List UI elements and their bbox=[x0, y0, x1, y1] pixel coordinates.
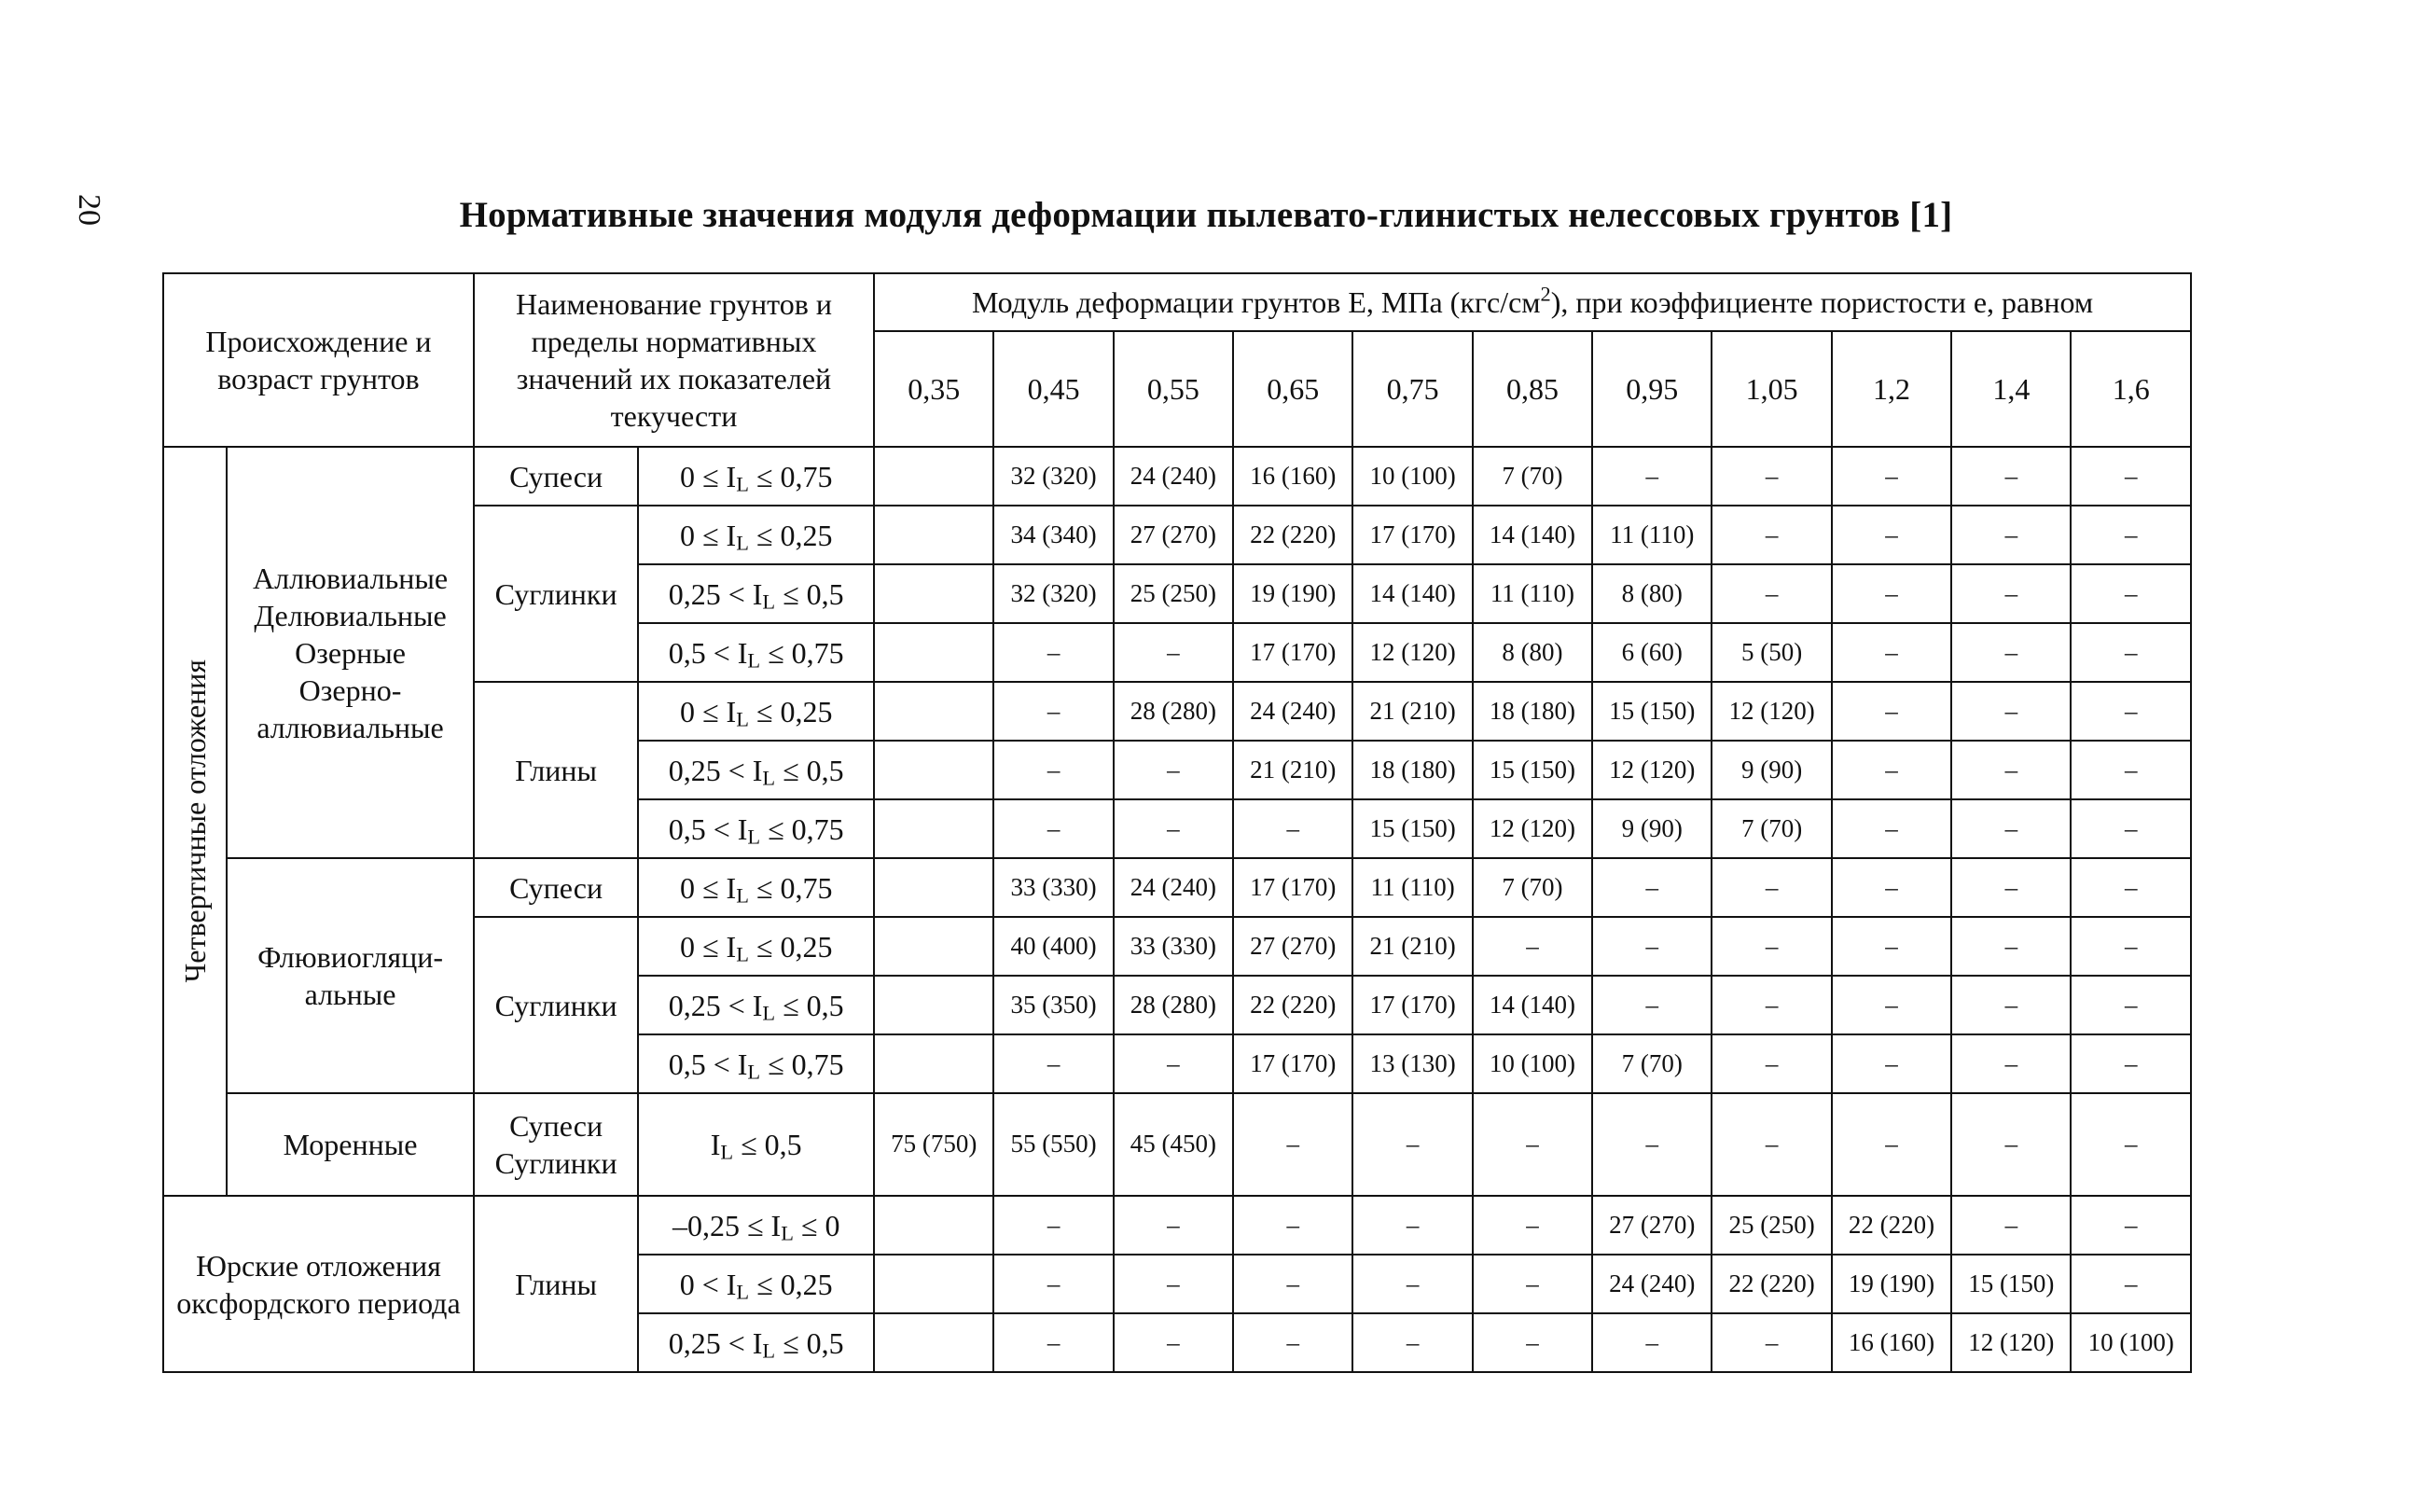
modulus-value-cell: – bbox=[2071, 858, 2191, 917]
origin-label: Озерно-аллювиальные bbox=[256, 673, 444, 744]
liquidity-limit-part: L bbox=[762, 1338, 776, 1362]
modulus-value-cell: 17 (170) bbox=[1233, 858, 1352, 917]
modulus-value-cell: 25 (250) bbox=[1114, 564, 1233, 623]
modulus-value-cell: 7 (70) bbox=[1473, 858, 1592, 917]
modulus-value-cell: – bbox=[1832, 741, 1951, 799]
modulus-value-cell: 18 (180) bbox=[1352, 741, 1472, 799]
modulus-value-cell bbox=[874, 447, 993, 506]
modulus-value-cell: – bbox=[1114, 741, 1233, 799]
modulus-value-cell: – bbox=[993, 1034, 1113, 1093]
modulus-value-cell: 19 (190) bbox=[1233, 564, 1352, 623]
modulus-value-cell: 12 (120) bbox=[1592, 741, 1712, 799]
page-number: 20 bbox=[72, 194, 106, 226]
modulus-value-cell: 24 (240) bbox=[1233, 682, 1352, 741]
quaternary-group-cell bbox=[163, 447, 227, 1196]
liquidity-limit-part: L bbox=[762, 1000, 776, 1024]
porosity-header-cell: 0,65 bbox=[1233, 331, 1352, 447]
modulus-value-cell: – bbox=[1951, 741, 2071, 799]
modulus-value-cell: – bbox=[1712, 447, 1831, 506]
liquidity-limit-part: L bbox=[762, 765, 776, 789]
modulus-value-cell: 12 (120) bbox=[1951, 1313, 2071, 1372]
soil-name-header: Наименование грунтов и пределы нормативных значений их показателей текучести bbox=[474, 273, 874, 447]
modulus-value-cell: 16 (160) bbox=[1233, 447, 1352, 506]
table-row bbox=[163, 1093, 2191, 1196]
modulus-value-cell: – bbox=[1592, 447, 1712, 506]
modulus-value-cell: – bbox=[993, 741, 1113, 799]
modulus-value-cell: – bbox=[1951, 858, 2071, 917]
liquidity-limit-cell bbox=[638, 1313, 874, 1372]
modulus-value-cell: – bbox=[1114, 1034, 1233, 1093]
modulus-value-cell: 45 (450) bbox=[1114, 1093, 1233, 1196]
modulus-value-cell: 27 (270) bbox=[1592, 1196, 1712, 1255]
liquidity-limit-part: ≤ 0,5 bbox=[733, 1128, 802, 1161]
modulus-value-cell: – bbox=[1832, 799, 1951, 858]
soil-name-cell: Глины bbox=[474, 682, 638, 858]
porosity-header-cell: 0,45 bbox=[993, 331, 1113, 447]
modulus-value-cell: – bbox=[1233, 1255, 1352, 1313]
soil-name-cell: Супеси bbox=[474, 858, 638, 917]
liquidity-limit-part: 0,25 < I bbox=[668, 988, 763, 1022]
modulus-value-cell: 11 (110) bbox=[1592, 506, 1712, 564]
modulus-value-cell: – bbox=[1352, 1255, 1472, 1313]
modulus-value-cell bbox=[874, 1034, 993, 1093]
modulus-value-cell: 9 (90) bbox=[1592, 799, 1712, 858]
porosity-header-cell: 1,6 bbox=[2071, 331, 2191, 447]
modulus-value-cell bbox=[874, 1255, 993, 1313]
modulus-value-cell: – bbox=[1712, 1313, 1831, 1372]
modulus-value-cell: – bbox=[1233, 1313, 1352, 1372]
porosity-header-cell: 0,95 bbox=[1592, 331, 1712, 447]
modulus-value-cell: – bbox=[1352, 1093, 1472, 1196]
modulus-value-cell: 75 (750) bbox=[874, 1093, 993, 1196]
porosity-header-cell: 1,2 bbox=[1832, 331, 1951, 447]
modulus-value-cell: – bbox=[1832, 1034, 1951, 1093]
modulus-value-cell: – bbox=[1832, 917, 1951, 976]
modulus-value-cell: 7 (70) bbox=[1473, 447, 1592, 506]
porosity-header-cell: 1,05 bbox=[1712, 331, 1831, 447]
modulus-value-cell: – bbox=[2071, 682, 2191, 741]
liquidity-limit-part: 0,25 < I bbox=[668, 1325, 763, 1360]
modulus-value-cell: – bbox=[2071, 623, 2191, 682]
modulus-value-cell: – bbox=[1473, 917, 1592, 976]
modulus-value-cell: – bbox=[1473, 1196, 1592, 1255]
table-row bbox=[163, 1196, 2191, 1255]
liquidity-limit-part: L bbox=[736, 882, 749, 907]
alluvial-group-cell bbox=[227, 447, 474, 858]
liquidity-limit-part: ≤ 0,5 bbox=[775, 576, 844, 611]
modulus-value-cell: 17 (170) bbox=[1233, 623, 1352, 682]
liquidity-limit-part: L bbox=[736, 706, 749, 730]
modulus-value-cell: – bbox=[1233, 799, 1352, 858]
table-row bbox=[163, 858, 2191, 917]
modulus-value-cell: – bbox=[1114, 1196, 1233, 1255]
modulus-value-cell: – bbox=[1712, 506, 1831, 564]
modulus-value-cell: 10 (100) bbox=[2071, 1313, 2191, 1372]
liquidity-limit-part: L bbox=[762, 589, 776, 613]
modulus-value-cell: – bbox=[2071, 917, 2191, 976]
modulus-value-cell: 28 (280) bbox=[1114, 976, 1233, 1034]
modulus-value-cell: – bbox=[1832, 623, 1951, 682]
liquidity-limit-cell bbox=[638, 506, 874, 564]
modulus-value-cell: 18 (180) bbox=[1473, 682, 1592, 741]
soil-name-cell: Супеси bbox=[474, 447, 638, 506]
modulus-value-cell: – bbox=[2071, 1093, 2191, 1196]
liquidity-limit-part: I bbox=[710, 1128, 721, 1161]
modulus-value-cell: – bbox=[1951, 564, 2071, 623]
modulus-value-cell: – bbox=[2071, 799, 2191, 858]
modulus-value-cell: 14 (140) bbox=[1473, 976, 1592, 1034]
liquidity-limit-part: ≤ 0,75 bbox=[760, 1047, 844, 1081]
liquidity-limit-part: L bbox=[736, 471, 749, 495]
liquidity-limit-part: ≤ 0,25 bbox=[748, 929, 833, 964]
modulus-value-cell: – bbox=[1832, 506, 1951, 564]
liquidity-limit-part: L bbox=[736, 530, 749, 554]
origin-label: Аллювиальные bbox=[253, 561, 449, 595]
modulus-value-cell: – bbox=[1233, 1093, 1352, 1196]
modulus-value-cell: – bbox=[1114, 1255, 1233, 1313]
soil-name-label: Супеси bbox=[509, 1109, 603, 1143]
modulus-value-cell: 17 (170) bbox=[1352, 506, 1472, 564]
modulus-value-cell: – bbox=[1592, 1093, 1712, 1196]
modulus-header-exponent: 2 bbox=[1540, 282, 1551, 306]
modulus-value-cell bbox=[874, 799, 993, 858]
modulus-value-cell: 35 (350) bbox=[993, 976, 1113, 1034]
porosity-header-cell: 0,75 bbox=[1352, 331, 1472, 447]
modulus-value-cell: – bbox=[1712, 564, 1831, 623]
liquidity-limit-cell bbox=[638, 623, 874, 682]
modulus-value-cell bbox=[874, 682, 993, 741]
modulus-value-cell: – bbox=[993, 799, 1113, 858]
modulus-value-cell bbox=[874, 506, 993, 564]
modulus-value-cell: 21 (210) bbox=[1233, 741, 1352, 799]
liquidity-limit-part: 0,25 < I bbox=[668, 753, 763, 787]
liquidity-limit-part: ≤ 0,75 bbox=[748, 459, 833, 493]
liquidity-limit-part: L bbox=[747, 1059, 761, 1083]
modulus-value-cell: – bbox=[1832, 976, 1951, 1034]
modulus-value-cell bbox=[874, 858, 993, 917]
modulus-value-cell: 12 (120) bbox=[1712, 682, 1831, 741]
liquidity-limit-part: ≤ 0,75 bbox=[760, 635, 844, 670]
modulus-value-cell: – bbox=[1592, 976, 1712, 1034]
modulus-value-cell: 32 (320) bbox=[993, 447, 1113, 506]
liquidity-limit-cell bbox=[638, 1034, 874, 1093]
modulus-value-cell bbox=[874, 917, 993, 976]
modulus-value-cell bbox=[874, 1196, 993, 1255]
liquidity-limit-cell bbox=[638, 682, 874, 741]
modulus-value-cell: 8 (80) bbox=[1592, 564, 1712, 623]
modulus-value-cell: – bbox=[2071, 976, 2191, 1034]
liquidity-limit-part: 0,25 < I bbox=[668, 576, 763, 611]
liquidity-limit-cell bbox=[638, 858, 874, 917]
modulus-value-cell: – bbox=[1832, 564, 1951, 623]
liquidity-limit-part: ≤ 0,75 bbox=[748, 870, 833, 905]
liquidity-limit-part: L bbox=[747, 647, 761, 672]
fluvioglacial-group-cell: Флювиогляци-альные bbox=[227, 858, 474, 1093]
modulus-value-cell bbox=[874, 1313, 993, 1372]
modulus-value-cell: – bbox=[1951, 976, 2071, 1034]
liquidity-limit-cell bbox=[638, 976, 874, 1034]
modulus-value-cell: – bbox=[993, 1313, 1113, 1372]
liquidity-limit-part: L bbox=[736, 1279, 750, 1303]
soil-name-cell bbox=[474, 1093, 638, 1196]
quaternary-group-label: Четвертичные отложения bbox=[178, 659, 213, 983]
modulus-value-cell: – bbox=[1114, 1313, 1233, 1372]
modulus-value-cell: 5 (50) bbox=[1712, 623, 1831, 682]
modulus-value-cell: – bbox=[993, 682, 1113, 741]
origin-header: Происхождение и возраст грунтов bbox=[163, 273, 474, 447]
modulus-value-cell: 22 (220) bbox=[1233, 506, 1352, 564]
liquidity-limit-part: 0,5 < I bbox=[668, 635, 748, 670]
liquidity-limit-cell bbox=[638, 741, 874, 799]
modulus-value-cell: – bbox=[1712, 1093, 1831, 1196]
modulus-value-cell: – bbox=[2071, 1255, 2191, 1313]
liquidity-limit-part: L bbox=[736, 941, 749, 965]
modulus-value-cell: – bbox=[1114, 623, 1233, 682]
modulus-value-cell: – bbox=[1114, 799, 1233, 858]
modulus-value-cell: 11 (110) bbox=[1352, 858, 1472, 917]
modulus-value-cell: 15 (150) bbox=[1951, 1255, 2071, 1313]
modulus-value-cell bbox=[874, 564, 993, 623]
modulus-value-cell: 55 (550) bbox=[993, 1093, 1113, 1196]
liquidity-limit-part: L bbox=[747, 824, 761, 848]
table-row bbox=[163, 447, 2191, 506]
modulus-value-cell: 34 (340) bbox=[993, 506, 1113, 564]
porosity-header-cell: 0,55 bbox=[1114, 331, 1233, 447]
modulus-value-cell: 33 (330) bbox=[1114, 917, 1233, 976]
modulus-value-cell: – bbox=[1592, 1313, 1712, 1372]
table-title: Нормативные значения модуля деформации пылевато-глинистых нелессовых грунтов [1] bbox=[459, 195, 1953, 235]
liquidity-limit-part: ≤ 0,25 bbox=[748, 694, 833, 728]
soil-name-cell: Глины bbox=[474, 1196, 638, 1372]
liquidity-limit-cell bbox=[638, 1196, 874, 1255]
modulus-value-cell bbox=[874, 976, 993, 1034]
liquidity-limit-part: ≤ 0 bbox=[793, 1208, 840, 1242]
modulus-value-cell: 25 (250) bbox=[1712, 1196, 1831, 1255]
modulus-header-text: Модуль деформации грунтов E, МПа (кгс/см bbox=[971, 285, 1541, 319]
modulus-value-cell: 32 (320) bbox=[993, 564, 1113, 623]
modulus-value-cell: – bbox=[1473, 1255, 1592, 1313]
liquidity-limit-part: 0 ≤ I bbox=[679, 459, 737, 493]
liquidity-limit-part: ≤ 0,5 bbox=[775, 1325, 844, 1360]
soil-name-cell: Суглинки bbox=[474, 917, 638, 1093]
liquidity-limit-part: ≤ 0,25 bbox=[748, 518, 833, 552]
modulus-value-cell: – bbox=[1951, 506, 2071, 564]
modulus-value-cell: 22 (220) bbox=[1832, 1196, 1951, 1255]
modulus-value-cell: – bbox=[1592, 917, 1712, 976]
modulus-value-cell: – bbox=[1712, 917, 1831, 976]
modulus-value-cell: – bbox=[1592, 858, 1712, 917]
liquidity-limit-cell bbox=[638, 917, 874, 976]
modulus-value-cell: – bbox=[1951, 1196, 2071, 1255]
modulus-value-cell: 27 (270) bbox=[1114, 506, 1233, 564]
deformation-modulus-table bbox=[162, 272, 2192, 1373]
modulus-value-cell: – bbox=[1951, 623, 2071, 682]
modulus-value-cell: – bbox=[993, 623, 1113, 682]
modulus-value-cell: 14 (140) bbox=[1352, 564, 1472, 623]
modulus-value-cell: 21 (210) bbox=[1352, 917, 1472, 976]
modulus-value-cell: – bbox=[1832, 682, 1951, 741]
liquidity-limit-part: –0,25 ≤ I bbox=[672, 1208, 782, 1242]
modulus-value-cell: – bbox=[1473, 1313, 1592, 1372]
modulus-value-cell: – bbox=[1951, 682, 2071, 741]
modulus-value-cell: 24 (240) bbox=[1592, 1255, 1712, 1313]
liquidity-limit-cell bbox=[638, 564, 874, 623]
modulus-value-cell: 16 (160) bbox=[1832, 1313, 1951, 1372]
modulus-value-cell: – bbox=[993, 1255, 1113, 1313]
modulus-value-cell: – bbox=[1832, 858, 1951, 917]
liquidity-limit-part: L bbox=[720, 1140, 734, 1164]
modulus-value-cell: 22 (220) bbox=[1233, 976, 1352, 1034]
modulus-value-cell: – bbox=[1352, 1196, 1472, 1255]
liquidity-limit-part: 0 ≤ I bbox=[679, 518, 737, 552]
liquidity-limit-part: ≤ 0,5 bbox=[775, 753, 844, 787]
modulus-value-cell: 13 (130) bbox=[1352, 1034, 1472, 1093]
modulus-value-cell: 27 (270) bbox=[1233, 917, 1352, 976]
porosity-header-cell: 0,85 bbox=[1473, 331, 1592, 447]
moraine-group-cell: Моренные bbox=[227, 1093, 474, 1196]
liquidity-limit-part: L bbox=[781, 1220, 794, 1244]
modulus-value-cell: 17 (170) bbox=[1233, 1034, 1352, 1093]
modulus-value-cell: – bbox=[1832, 447, 1951, 506]
liquidity-limit-part: 0,5 < I bbox=[668, 1047, 748, 1081]
modulus-value-cell: 17 (170) bbox=[1352, 976, 1472, 1034]
modulus-value-cell: 15 (150) bbox=[1473, 741, 1592, 799]
modulus-value-cell: 12 (120) bbox=[1473, 799, 1592, 858]
modulus-value-cell: – bbox=[2071, 1196, 2191, 1255]
soil-name-cell: Суглинки bbox=[474, 506, 638, 682]
modulus-value-cell: – bbox=[1473, 1093, 1592, 1196]
modulus-value-cell: 11 (110) bbox=[1473, 564, 1592, 623]
modulus-value-cell bbox=[874, 623, 993, 682]
modulus-value-cell: – bbox=[1951, 1034, 2071, 1093]
modulus-value-cell: – bbox=[1712, 1034, 1831, 1093]
modulus-header-text-end: ), при коэффициенте пористости e, равном bbox=[1550, 285, 2094, 319]
modulus-value-cell: 7 (70) bbox=[1592, 1034, 1712, 1093]
modulus-value-cell: – bbox=[993, 1196, 1113, 1255]
liquidity-limit-cell bbox=[638, 799, 874, 858]
liquidity-limit-cell bbox=[638, 1255, 874, 1313]
liquidity-limit-part: 0 < I bbox=[679, 1267, 737, 1301]
modulus-value-cell: – bbox=[2071, 741, 2191, 799]
modulus-value-cell: 24 (240) bbox=[1114, 858, 1233, 917]
modulus-value-cell: 15 (150) bbox=[1592, 682, 1712, 741]
liquidity-limit-part: 0,5 < I bbox=[668, 811, 748, 846]
porosity-header-cell: 1,4 bbox=[1951, 331, 2071, 447]
modulus-value-cell: – bbox=[1712, 976, 1831, 1034]
porosity-header-cell: 0,35 bbox=[874, 331, 993, 447]
modulus-value-cell: 8 (80) bbox=[1473, 623, 1592, 682]
origin-label: Озерные bbox=[295, 635, 406, 670]
soil-name-label: Суглинки bbox=[494, 1146, 617, 1180]
modulus-value-cell: – bbox=[1832, 1093, 1951, 1196]
modulus-value-cell: – bbox=[1951, 799, 2071, 858]
modulus-value-cell: 19 (190) bbox=[1832, 1255, 1951, 1313]
modulus-value-cell: – bbox=[2071, 564, 2191, 623]
modulus-value-cell: – bbox=[2071, 506, 2191, 564]
modulus-value-cell: 15 (150) bbox=[1352, 799, 1472, 858]
modulus-value-cell: – bbox=[2071, 1034, 2191, 1093]
liquidity-limit-part: ≤ 0,75 bbox=[760, 811, 844, 846]
modulus-value-cell: 40 (400) bbox=[993, 917, 1113, 976]
modulus-value-cell: 33 (330) bbox=[993, 858, 1113, 917]
modulus-header bbox=[874, 273, 2191, 331]
modulus-value-cell: – bbox=[1352, 1313, 1472, 1372]
modulus-value-cell: – bbox=[1951, 447, 2071, 506]
liquidity-limit-part: 0 ≤ I bbox=[679, 929, 737, 964]
modulus-value-cell bbox=[874, 741, 993, 799]
liquidity-limit-cell bbox=[638, 447, 874, 506]
modulus-value-cell: 24 (240) bbox=[1114, 447, 1233, 506]
liquidity-limit-cell bbox=[638, 1093, 874, 1196]
modulus-value-cell: 7 (70) bbox=[1712, 799, 1831, 858]
modulus-value-cell: 12 (120) bbox=[1352, 623, 1472, 682]
origin-label: Делювиальные bbox=[254, 598, 447, 632]
modulus-value-cell: – bbox=[1712, 858, 1831, 917]
liquidity-limit-part: ≤ 0,25 bbox=[749, 1267, 833, 1301]
modulus-value-cell: 28 (280) bbox=[1114, 682, 1233, 741]
modulus-value-cell: – bbox=[2071, 447, 2191, 506]
modulus-value-cell: – bbox=[1233, 1196, 1352, 1255]
modulus-value-cell: 9 (90) bbox=[1712, 741, 1831, 799]
liquidity-limit-part: 0 ≤ I bbox=[679, 870, 737, 905]
jurassic-group-cell: Юрские отложения оксфордского периода bbox=[163, 1196, 474, 1372]
modulus-value-cell: 21 (210) bbox=[1352, 682, 1472, 741]
modulus-value-cell: 6 (60) bbox=[1592, 623, 1712, 682]
liquidity-limit-part: ≤ 0,5 bbox=[775, 988, 844, 1022]
modulus-value-cell: – bbox=[1951, 1093, 2071, 1196]
modulus-value-cell: 10 (100) bbox=[1473, 1034, 1592, 1093]
liquidity-limit-part: 0 ≤ I bbox=[679, 694, 737, 728]
modulus-value-cell: 22 (220) bbox=[1712, 1255, 1831, 1313]
modulus-value-cell: 14 (140) bbox=[1473, 506, 1592, 564]
modulus-value-cell: – bbox=[1951, 917, 2071, 976]
modulus-value-cell: 10 (100) bbox=[1352, 447, 1472, 506]
